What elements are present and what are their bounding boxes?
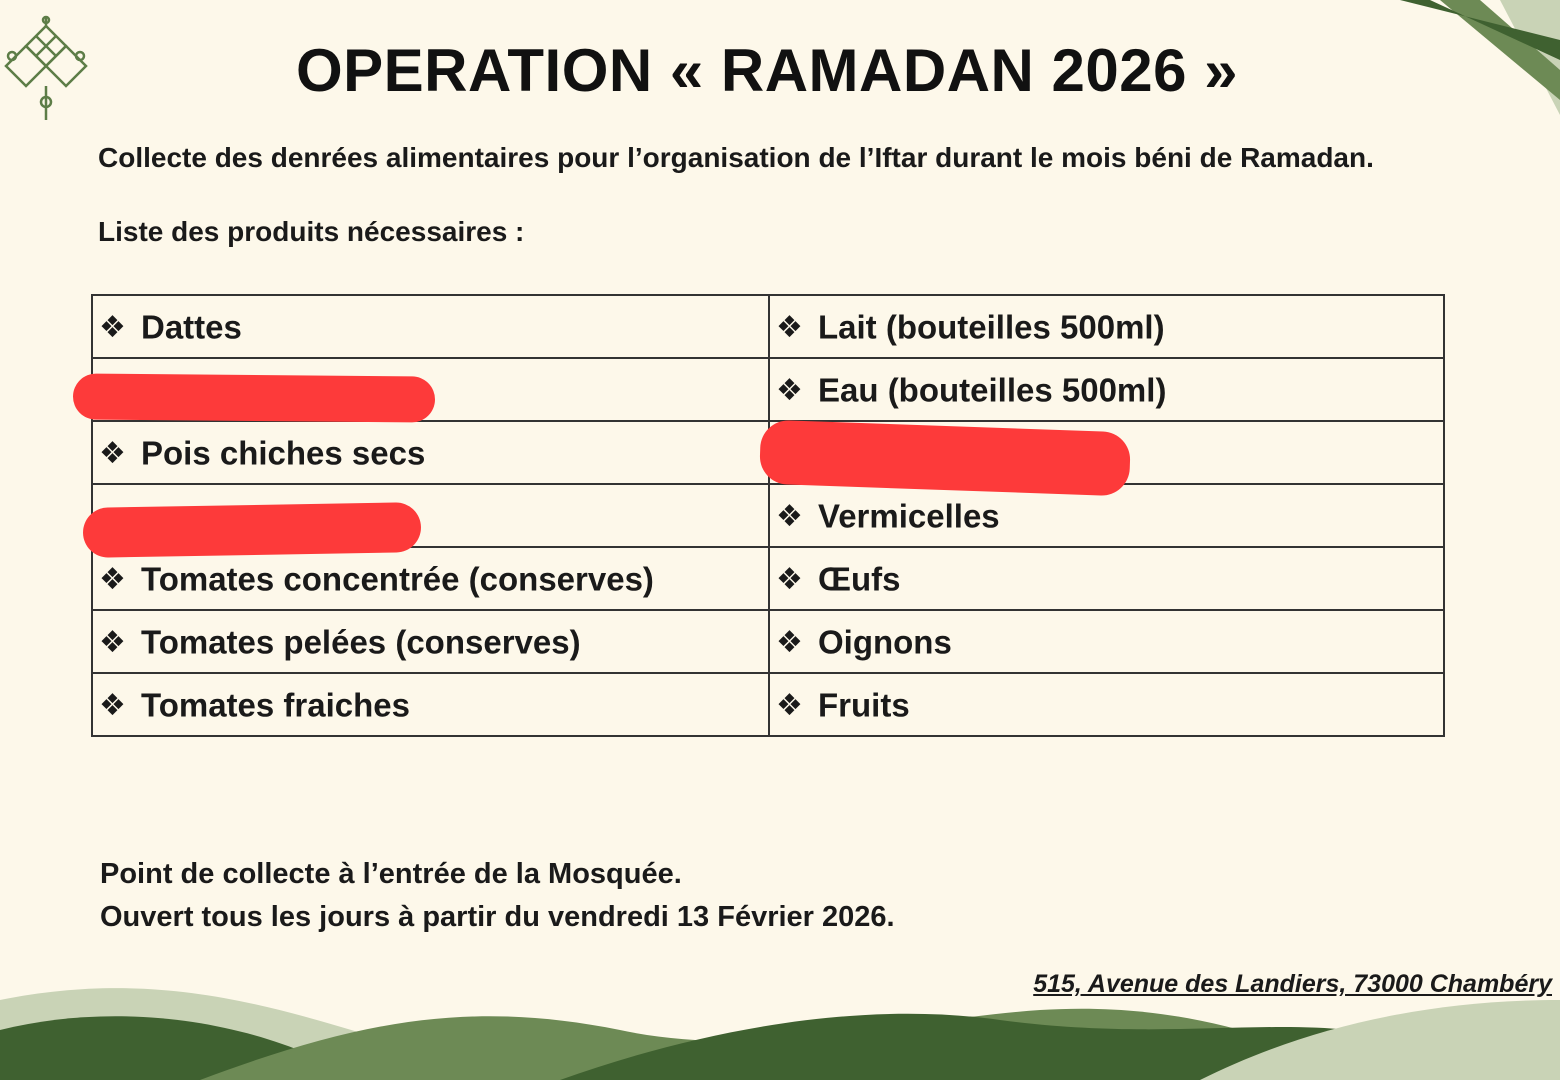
table-row	[92, 547, 1444, 610]
four-diamond-bullet-icon: ❖	[776, 563, 803, 597]
product-label: Lait (bouteilles 500ml)	[818, 308, 1165, 346]
product-cell	[92, 421, 769, 484]
table-row	[92, 295, 1444, 358]
product-label: Dattes	[141, 308, 242, 346]
table-row	[92, 673, 1444, 736]
collection-point-note: Point de collecte à l’entrée de la Mosquée.	[100, 858, 682, 890]
four-diamond-bullet-icon: ❖	[776, 500, 803, 534]
four-diamond-bullet-icon: ❖	[776, 374, 803, 408]
product-label: Eau (bouteilles 500ml)	[818, 371, 1167, 409]
four-diamond-bullet-icon: ❖	[99, 563, 126, 597]
product-cell	[769, 547, 1444, 610]
product-label: Tomates fraiches	[141, 686, 410, 724]
four-diamond-bullet-icon: ❖	[776, 311, 803, 345]
product-cell	[769, 421, 1444, 484]
four-diamond-bullet-icon: ❖	[99, 311, 126, 345]
opening-hours-note: Ouvert tous les jours à partir du vendredi 13 Février 2026.	[100, 901, 895, 933]
redaction-mark	[73, 373, 435, 422]
product-cell	[92, 484, 769, 547]
table-row	[92, 610, 1444, 673]
product-label: Fruits	[818, 686, 910, 724]
product-cell	[92, 673, 769, 736]
product-label: Œufs	[818, 560, 901, 598]
product-cell	[92, 547, 769, 610]
table-row	[92, 484, 1444, 547]
address: 515, Avenue des Landiers, 73000 Chambéry	[1033, 970, 1552, 998]
four-diamond-bullet-icon: ❖	[776, 626, 803, 660]
table-row	[92, 421, 1444, 484]
products-table	[91, 294, 1445, 737]
subtitle: Collecte des denrées alimentaires pour l’organisation de l’Iftar durant le mois béni de Ramadan.	[98, 142, 1374, 173]
four-diamond-bullet-icon: ❖	[99, 626, 126, 660]
product-cell	[769, 673, 1444, 736]
list-heading: Liste des produits nécessaires :	[98, 216, 525, 247]
product-cell	[769, 484, 1444, 547]
product-cell	[769, 358, 1444, 421]
product-label: Vermicelles	[818, 497, 1000, 535]
table-row	[92, 358, 1444, 421]
page-title: OPERATION « RAMADAN 2026 »	[295, 37, 1239, 104]
product-label: Oignons	[818, 623, 952, 661]
product-cell	[769, 295, 1444, 358]
product-label: Tomates concentrée (conserves)	[141, 560, 654, 598]
four-diamond-bullet-icon: ❖	[776, 689, 803, 723]
four-diamond-bullet-icon: ❖	[99, 437, 126, 471]
four-diamond-bullet-icon: ❖	[99, 689, 126, 723]
product-cell	[769, 610, 1444, 673]
product-cell	[92, 295, 769, 358]
product-cell	[92, 358, 769, 421]
product-cell	[92, 610, 769, 673]
product-label: Pois chiches secs	[141, 434, 426, 472]
product-label: Tomates pelées (conserves)	[141, 623, 581, 661]
